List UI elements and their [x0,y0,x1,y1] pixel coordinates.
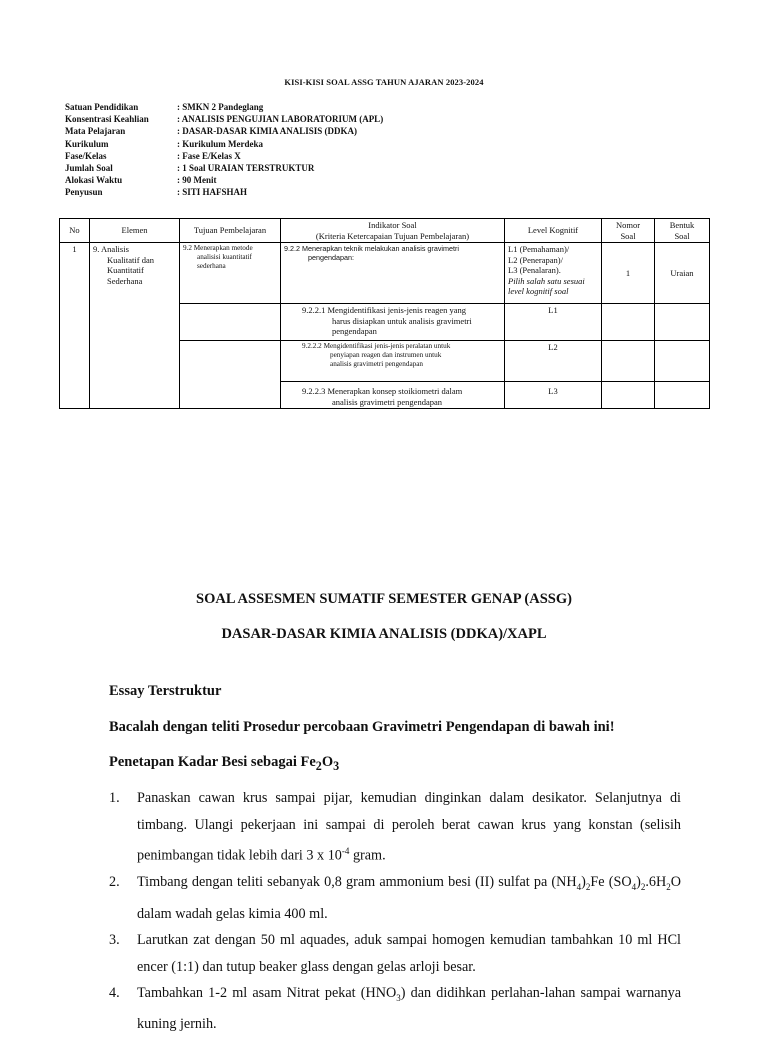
header-indikator-line: (Kriteria Ketercapaian Tujuan Pembelajaran) [315,230,470,241]
header-elemen: Elemen [90,219,180,243]
meta-label: Fase/Kelas [65,150,107,161]
meta-row [65,150,383,162]
subscript: 2 [315,758,322,773]
meta-value: : ANALISIS PENGUJIAN LABORATORIUM (APL) [177,114,384,125]
meta-label: Jumlah Soal [65,163,113,174]
superscript: -4 [341,846,350,856]
meta-row [65,101,383,113]
meta-label: Mata Pelajaran [65,126,126,137]
level-line: L1 (Pemahaman)/ [508,244,570,254]
indikator-line: analisis gravimetri pengendapan [332,396,442,407]
list-item [109,785,681,869]
indikator-line: 9.2.2.1 Mengidentifikasi jenis-jenis reagen yang [302,305,467,315]
subscript: 4 [576,882,582,893]
indikator-line: pengendapan: [308,253,354,262]
subject-heading: DASAR-DASAR KIMIA ANALISIS (DDKA)/XAPL [221,626,547,642]
step-number: 4. [109,985,120,1002]
meta-value: : SITI HAFSHAH [177,187,248,198]
exam-heading: SOAL ASSESMEN SUMATIF SEMESTER GENAP (ASSG) [196,591,572,607]
header-nomor-line: Nomor [615,220,641,230]
indikator-line: 9.2.2.3 Menerapkan konsep stoikiometri dalam [302,386,463,396]
cell-indikator [281,304,505,341]
table-header-row [60,219,710,243]
step-text-part: ) dan didihkan perlahan-lahan sampai warnanya kuning jernih. [137,985,681,1033]
header-bentuk [655,219,710,243]
cell-tujuan-empty [180,304,281,341]
procedure-steps [109,785,681,1038]
step-text [137,980,681,1038]
step-number: 3. [109,932,120,949]
kisi-kisi-table [59,218,710,409]
cell-empty [655,341,710,382]
elemen-line: Kualitatif dan [107,254,154,265]
cell-empty [655,304,710,341]
header-nomor-line: Soal [620,230,636,241]
level-line: Pilih salah satu sesuai [508,275,585,286]
elemen-line: 9. Analisis [93,244,129,254]
step-text [137,869,681,927]
elemen-line: Sederhana [107,275,143,286]
cell-indikator-main [281,243,505,304]
meta-label: Kurikulum [65,138,109,149]
procedure-title-text: Penetapan Kadar Besi sebagai Fe [109,754,316,770]
meta-label: Satuan Pendidikan [65,102,139,112]
indikator-line: 9.2.2 Menerapkan teknik melakukan analisis gravimetri [284,244,459,253]
meta-value: : 1 Soal URAIAN TERSTRUKTUR [177,163,315,174]
meta-label: Penyusun [65,187,103,198]
cell-level: L3 [505,382,602,409]
list-item [109,980,681,1038]
step-number: 1. [109,790,120,806]
step-text-part: ) [636,874,641,891]
meta-row [65,138,383,150]
cell-tujuan-empty [180,341,281,409]
cell-no: 1 [60,243,90,409]
cell-empty [602,382,655,409]
level-line: L2 (Penerapan)/ [508,254,563,265]
document-title: KISI-KISI SOAL ASSG TAHUN AJARAN 2023-2024 [284,77,484,87]
meta-row [65,125,383,137]
cell-empty [655,382,710,409]
step-text-part: Timbang dengan teliti sebanyak 0,8 gram ammonium besi (II) sulfat pa (NH [137,874,577,891]
header-bentuk-line: Soal [674,230,690,241]
meta-row [65,174,383,186]
meta-value: : SMKN 2 Pandeglang [177,102,264,112]
step-text-part: .6H [645,874,667,891]
header-indikator [281,219,505,243]
meta-label: Alokasi Waktu [65,175,123,186]
step-text-part: ) [581,874,586,891]
cell-level: L2 [505,341,602,382]
cell-empty [602,341,655,382]
tujuan-line: sederhana [197,262,226,270]
instruction-text: Bacalah dengan teliti Prosedur percobaan Gravimetri Pengendapan di bawah ini! [109,719,615,735]
step-text-part: O dalam wadah gelas kimia 400 ml. [137,874,681,922]
meta-value: : DASAR-DASAR KIMIA ANALISIS (DDKA) [177,126,358,137]
cell-level [505,243,602,304]
level-line: level kognitif soal [508,286,569,296]
meta-value: : Kurikulum Merdeka [177,138,264,149]
cell-level: L1 [505,304,602,341]
cell-tujuan [180,243,281,304]
header-level: Level Kognitif [505,219,602,243]
table-row [60,243,710,304]
subscript: 4 [631,882,637,893]
meta-label: Konsentrasi Keahlian [65,114,149,125]
indikator-line: analisis gravimetri pengendapan [330,360,424,368]
step-text-part: Tambahkan 1-2 ml asam Nitrat pekat (HNO [137,985,397,1002]
step-text: Larutkan zat dengan 50 ml aquades, aduk sampai homogen kemudian tambahkan 10 ml HCl encer (1:1) dan tutup beaker glass dengan gelas arloji besar. [137,932,681,975]
list-item [109,869,681,927]
cell-bentuk: Uraian [655,243,710,304]
subscript: 2 [640,882,646,893]
meta-row [65,186,383,198]
header-indikator-line: Indikator Soal [368,220,417,230]
subscript: 3 [333,758,340,773]
list-item [109,927,681,980]
header-tujuan: Tujuan Pembelajaran [180,219,281,243]
header-nomor [602,219,655,243]
subscript: 2 [666,882,671,893]
subscript: 3 [396,992,401,1003]
indikator-line: penyiapan reagen dan instrumen untuk [330,351,442,359]
elemen-line: Kuantitatif [107,265,144,275]
indikator-line: pengendapan [332,326,377,336]
step-text-part: gram. [349,847,386,864]
cell-indikator [281,341,505,382]
cell-nomor: 1 [602,243,655,304]
level-line: L3 (Penalaran). [508,265,561,275]
tujuan-line: 9.2 Menerapkan metode [183,244,253,252]
step-text [137,785,681,869]
procedure-title-text: O [321,754,334,770]
meta-value: : 90 Menit [177,175,217,186]
cell-indikator [281,382,505,409]
cell-elemen [90,243,180,409]
meta-value: : Fase E/Kelas X [177,150,241,161]
indikator-line: harus disiapkan untuk analisis gravimetri [332,315,472,326]
cell-empty [602,304,655,341]
header-bentuk-line: Bentuk [669,220,695,230]
meta-row [65,162,383,174]
indikator-line: 9.2.2.2 Mengidentifikasi jenis-jenis peralatan untuk [302,342,451,350]
procedure-title [109,754,339,774]
identity-block [65,101,383,199]
tujuan-line: analisisi kuantitatif [197,253,252,261]
subscript: 2 [585,882,591,893]
step-text-part: Panaskan cawan krus sampai pijar, kemudian dinginkan dalam desikator. Selanjutnya di timbang. Ulangi pekerjaan ini sampai di peroleh berat cawan krus yang konstan (selisih penimbangan tidak lebih dari 3 x 10 [137,790,681,864]
meta-row [65,113,383,125]
header-no: No [60,219,90,243]
step-number: 2. [109,874,120,891]
section-title: Essay Terstruktur [109,683,222,699]
step-text-part: Fe (SO [590,874,632,891]
